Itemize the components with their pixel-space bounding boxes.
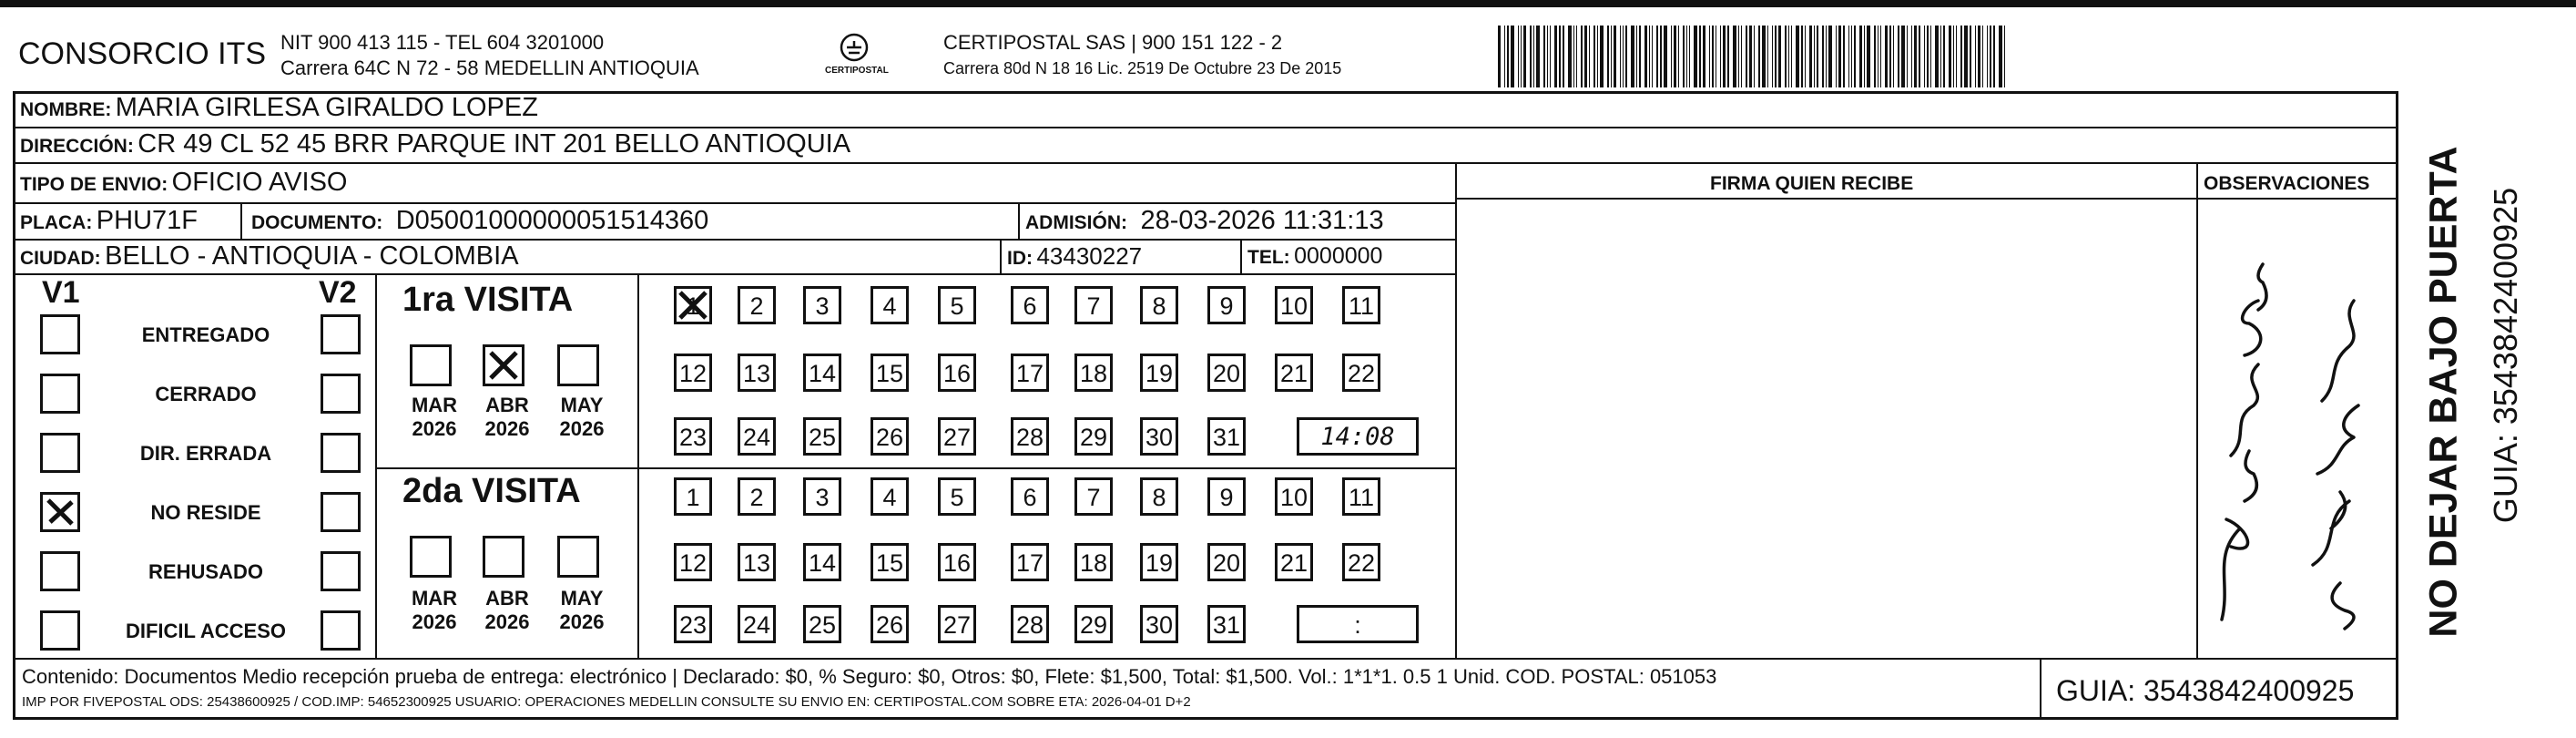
barcode-bar [1589, 26, 1590, 87]
day-checkbox[interactable]: 25 [803, 417, 841, 456]
barcode-bar [1826, 26, 1827, 87]
barcode-bar [1530, 26, 1532, 87]
day-checkbox[interactable] [674, 286, 712, 324]
day-checkbox[interactable]: 5 [938, 477, 976, 516]
barcode-bar [1521, 26, 1522, 87]
v1-checkbox[interactable] [40, 314, 80, 354]
barcode-bar [1785, 26, 1787, 87]
v2-checkbox[interactable] [321, 610, 361, 651]
barcode-bar [1914, 26, 1917, 87]
divider [13, 202, 1455, 204]
barcode-bar [1607, 26, 1609, 87]
day-checkbox[interactable]: 11 [1342, 477, 1380, 516]
ciudad-row [20, 241, 519, 272]
barcode-bar [1597, 26, 1598, 87]
barcode-bar [1547, 26, 1548, 87]
month-year: 2026 [484, 610, 530, 633]
barcode-bar [1772, 26, 1773, 87]
day-checkbox[interactable]: 24 [738, 417, 776, 456]
barcode-bar [1723, 26, 1726, 87]
day-checkbox[interactable]: 26 [871, 417, 909, 456]
day-checkbox[interactable]: 28 [1011, 605, 1049, 643]
barcode-bar [1975, 26, 1976, 87]
first-visit-title: 1ra VISITA [402, 281, 574, 319]
barcode-bar [1805, 26, 1806, 87]
nombre-label: NOMBRE: [20, 99, 112, 120]
barcode-bar [1656, 26, 1658, 87]
placa-label: PLACA: [20, 212, 93, 233]
documento-label: DOCUMENTO: [251, 212, 383, 233]
month-label [475, 394, 539, 441]
month-label [402, 394, 466, 441]
month-checkbox[interactable] [557, 536, 599, 578]
day-checkbox[interactable]: 29 [1074, 605, 1113, 643]
divider [2196, 162, 2198, 658]
barcode-bar [1838, 26, 1841, 87]
barcode-bar [1930, 26, 1931, 87]
barcode-bar [1686, 26, 1687, 87]
day-checkbox[interactable]: 10 [1275, 477, 1313, 516]
barcode-bar [1554, 26, 1557, 87]
month-checkbox[interactable] [483, 344, 524, 386]
v1-checkbox[interactable] [40, 492, 80, 532]
month-checkbox[interactable] [410, 344, 452, 386]
barcode-bar [1523, 26, 1526, 87]
barcode-bar [1987, 26, 1988, 87]
month-name: MAY [560, 587, 604, 610]
barcode-bar [1893, 26, 1894, 87]
barcode-bar [1511, 26, 1514, 87]
barcode-bar [1689, 26, 1690, 87]
day-checkbox[interactable]: 26 [871, 605, 909, 643]
barcode-bar [1874, 26, 1876, 87]
day-checkbox[interactable]: 6 [1011, 477, 1049, 516]
day-checkbox[interactable]: 7 [1074, 286, 1113, 324]
v2-checkbox[interactable] [321, 551, 361, 591]
check-mark-icon [485, 347, 522, 384]
divider [2040, 658, 2041, 720]
barcode-bar [1518, 26, 1519, 87]
barcode-bar [1964, 26, 1968, 87]
footer-contenido: Contenido: Documentos Medio recepción prueba de entrega: electrónico | Declarado: $0, % Seguro: $0, Otros: $0, Flete: $1,500, Total: $1,500. Vol.: 1*1*1. 0.5 1 Unid. COD. POSTAL: 051053 [22, 665, 1717, 688]
barcode-bar [1639, 26, 1641, 87]
day-checkbox[interactable]: 27 [938, 605, 976, 643]
barcode-bar [1880, 26, 1881, 87]
direccion-row [20, 129, 850, 159]
guia-side: GUIA: 3543842400925 [2487, 187, 2524, 524]
day-checkbox[interactable]: 17 [1011, 354, 1049, 392]
v1-checkbox[interactable] [40, 374, 80, 414]
barcode-bar [1867, 26, 1870, 87]
day-checkbox[interactable]: 6 [1011, 286, 1049, 324]
barcode-bar [1652, 26, 1653, 87]
barcode-bar [1982, 26, 1983, 87]
barcode-bar [1507, 26, 1509, 87]
nombre-row [20, 93, 538, 123]
v1-checkbox[interactable] [40, 551, 80, 591]
day-checkbox[interactable]: 3 [803, 286, 841, 324]
day-checkbox[interactable]: 28 [1011, 417, 1049, 456]
barcode-bar [1631, 26, 1634, 87]
firma-header: FIRMA QUIEN RECIBE [1710, 173, 1914, 194]
divider [375, 273, 377, 658]
barcode-bar [1671, 26, 1672, 87]
divider [13, 239, 1455, 241]
v2-checkbox[interactable] [321, 492, 361, 532]
divider [13, 162, 2398, 164]
company-address: Carrera 64C N 72 - 58 MEDELLIN ANTIOQUIA [280, 56, 699, 79]
documento-value: D05001000000051514360 [395, 206, 709, 235]
day-checkbox[interactable]: 18 [1074, 354, 1113, 392]
day-checkbox[interactable]: 16 [938, 543, 976, 581]
barcode-bar [1699, 26, 1701, 87]
barcode-bar [1614, 26, 1616, 87]
top-border-bar [0, 0, 2576, 7]
reason-label: REHUSADO [148, 560, 263, 583]
check-mark-icon [677, 289, 709, 322]
barcode-bar [1674, 26, 1676, 87]
barcode-bar [1762, 26, 1766, 87]
barcode-bar [1625, 26, 1627, 87]
barcode-bar [1611, 26, 1612, 87]
barcode-bar [1851, 26, 1852, 87]
day-checkbox[interactable]: 15 [871, 354, 909, 392]
day-checkbox[interactable]: 25 [803, 605, 841, 643]
certipostal-logo [809, 29, 900, 84]
barcode-bar [1836, 26, 1837, 87]
barcode-bar [1935, 26, 1939, 87]
barcode-bar [1828, 26, 1832, 87]
day-checkbox[interactable]: 30 [1140, 417, 1178, 456]
month-name: MAY [560, 394, 604, 416]
footer-imp: IMP POR FIVEPOSTAL ODS: 25438600925 / COD.IMP: 54652300925 USUARIO: OPERACIONES MEDELLIN CONSULTE SU ENVIO EN: CERTIPOSTAL.COM SOBRE ETA: 2026-04-01 D+2 [22, 694, 1191, 710]
tel-value: 0000000 [1294, 243, 1383, 269]
divider [1018, 202, 1020, 239]
barcode-bar [1568, 26, 1572, 87]
barcode-bar [1573, 26, 1574, 87]
barcode-bar [1943, 26, 1945, 87]
reason-label: NO RESIDE [150, 501, 261, 524]
barcode-bar [1533, 26, 1534, 87]
barcode-bar [1940, 26, 1941, 87]
label-frame [13, 91, 2398, 720]
divider [1455, 162, 1457, 658]
barcode-bar [1801, 26, 1803, 87]
barcode-bar [1970, 26, 1971, 87]
day-checkbox[interactable]: 23 [674, 605, 712, 643]
v1-header: V1 [42, 275, 80, 310]
barcode-bar [1576, 26, 1577, 87]
barcode-bar [1901, 26, 1905, 87]
divider [637, 273, 639, 658]
day-checkbox[interactable]: 21 [1275, 543, 1313, 581]
barcode-bar [1738, 26, 1739, 87]
barcode-bar [1550, 26, 1551, 87]
v1-checkbox[interactable] [40, 433, 80, 473]
month-label [475, 587, 539, 634]
barcode-bar [1749, 26, 1752, 87]
barcode-bar [1758, 26, 1760, 87]
reason-label: ENTREGADO [141, 323, 270, 346]
barcode-bar [1767, 26, 1768, 87]
month-label [550, 587, 614, 634]
barcode-bar [1864, 26, 1865, 87]
divider [13, 127, 2398, 128]
month-year: 2026 [559, 417, 605, 440]
tel-label: TEL: [1247, 247, 1290, 268]
tipo-label: TIPO DE ENVIO: [20, 174, 168, 195]
placa-value: PHU71F [96, 206, 198, 235]
tipo-row [20, 168, 347, 198]
day-checkbox[interactable]: 13 [738, 354, 776, 392]
month-checkbox[interactable] [410, 536, 452, 578]
day-checkbox[interactable]: 7 [1074, 477, 1113, 516]
barcode-bar [1741, 26, 1742, 87]
barcode-bar [1993, 26, 1995, 87]
barcode [1498, 26, 2217, 87]
barcode-bar [1889, 26, 1891, 87]
day-checkbox[interactable]: 27 [938, 417, 976, 456]
barcode-bar [1543, 26, 1545, 87]
barcode-bar [1660, 26, 1662, 87]
no-dejar-side: NO DEJAR BAJO PUERTA [2421, 146, 2466, 638]
id-label: ID: [1007, 248, 1033, 269]
barcode-bar [1822, 26, 1824, 87]
barcode-bar [1791, 26, 1792, 87]
barcode-bar [1919, 26, 1920, 87]
barcode-bar [1911, 26, 1912, 87]
day-checkbox[interactable]: 9 [1207, 477, 1246, 516]
divider [13, 273, 1455, 275]
reason-label: DIR. ERRADA [139, 442, 272, 465]
barcode-bar [1814, 26, 1815, 87]
visit-time-box[interactable]: 14:08 [1297, 417, 1419, 456]
barcode-bar [1703, 26, 1705, 87]
direccion-label: DIRECCIÓN: [20, 136, 134, 157]
barcode-bar [1620, 26, 1621, 87]
month-label [550, 394, 614, 441]
handwritten-observation [2204, 255, 2395, 647]
placa-row [20, 206, 198, 236]
nombre-value: MARIA GIRLESA GIRALDO LOPEZ [115, 93, 538, 122]
day-checkbox[interactable]: 19 [1140, 354, 1178, 392]
barcode-bar [1990, 26, 1991, 87]
v2-checkbox[interactable] [321, 433, 361, 473]
barcode-bar [1649, 26, 1650, 87]
barcode-bar [1600, 26, 1604, 87]
day-checkbox[interactable]: 29 [1074, 417, 1113, 456]
barcode-bar [1727, 26, 1729, 87]
barcode-bar [1956, 26, 1957, 87]
barcode-bar [1563, 26, 1564, 87]
month-label [402, 587, 466, 634]
day-checkbox[interactable]: 17 [1011, 543, 1049, 581]
day-checkbox[interactable]: 31 [1207, 605, 1246, 643]
visit-time-box[interactable]: : [1297, 605, 1419, 643]
day-checkbox[interactable]: 14 [803, 543, 841, 581]
v2-header: V2 [319, 275, 357, 310]
barcode-bar [1848, 26, 1849, 87]
barcode-bar [1878, 26, 1879, 87]
v2-checkbox[interactable] [321, 374, 361, 414]
check-mark-icon [43, 495, 77, 529]
reason-label: CERRADO [155, 383, 257, 405]
id-value: 43430227 [1036, 242, 1143, 270]
v1-checkbox[interactable] [40, 610, 80, 651]
admision-label: ADMISIÓN: [1025, 212, 1127, 233]
day-checkbox[interactable]: 20 [1207, 354, 1246, 392]
barcode-bar [1683, 26, 1685, 87]
barcode-bar [1927, 26, 1929, 87]
divider [375, 467, 1455, 469]
day-checkbox[interactable]: 4 [871, 477, 909, 516]
barcode-bar [1709, 26, 1710, 87]
day-checkbox[interactable]: 23 [674, 417, 712, 456]
day-checkbox[interactable]: 18 [1074, 543, 1113, 581]
barcode-bar [1636, 26, 1637, 87]
day-checkbox[interactable]: 8 [1140, 477, 1178, 516]
day-checkbox[interactable]: 2 [738, 477, 776, 516]
id-row [1007, 242, 1142, 271]
company-nit: NIT 900 413 115 - TEL 604 3201000 [280, 31, 605, 54]
month-year: 2026 [412, 417, 457, 440]
v2-checkbox[interactable] [321, 314, 361, 354]
day-checkbox[interactable]: 11 [1342, 286, 1380, 324]
barcode-bar [2004, 26, 2005, 87]
day-checkbox[interactable]: 10 [1275, 286, 1313, 324]
barcode-bar [1536, 26, 1540, 87]
tel-row [1247, 243, 1382, 270]
month-name: MAR [411, 587, 458, 610]
barcode-bar [1584, 26, 1587, 87]
day-checkbox[interactable]: 4 [871, 286, 909, 324]
documento-row [251, 206, 708, 236]
barcode-bar [1949, 26, 1951, 87]
day-checkbox[interactable]: 15 [871, 543, 909, 581]
admision-row [1025, 206, 1384, 236]
day-checkbox[interactable]: 1 [674, 477, 712, 516]
barcode-bar [1796, 26, 1799, 87]
divider [1000, 239, 1002, 273]
second-visit-title: 2da VISITA [402, 472, 581, 510]
month-checkbox[interactable] [483, 536, 524, 578]
day-checkbox[interactable]: 9 [1207, 286, 1246, 324]
divider [240, 202, 242, 239]
barcode-bar [1817, 26, 1818, 87]
day-checkbox[interactable]: 31 [1207, 417, 1246, 456]
month-name: ABR [485, 394, 529, 416]
logo-caption: CERTIPOSTAL [825, 66, 889, 76]
barcode-bar [1843, 26, 1845, 87]
day-checkbox[interactable]: 19 [1140, 543, 1178, 581]
month-year: 2026 [412, 610, 457, 633]
month-year: 2026 [484, 417, 530, 440]
barcode-bar [1593, 26, 1595, 87]
barcode-bar [1788, 26, 1789, 87]
day-checkbox[interactable]: 22 [1342, 543, 1380, 581]
barcode-bar [1504, 26, 1505, 87]
barcode-bar [1953, 26, 1954, 87]
barcode-bar [1664, 26, 1667, 87]
day-checkbox[interactable]: 5 [938, 286, 976, 324]
day-checkbox[interactable]: 12 [674, 354, 712, 392]
ciudad-value: BELLO - ANTIOQUIA - COLOMBIA [105, 241, 519, 271]
day-checkbox[interactable]: 20 [1207, 543, 1246, 581]
month-checkbox[interactable] [557, 344, 599, 386]
day-checkbox[interactable]: 13 [738, 543, 776, 581]
barcode-bar [1999, 26, 2002, 87]
barcode-bar [1859, 26, 1862, 87]
divider [1240, 239, 1242, 273]
barcode-bar [1644, 26, 1647, 87]
ciudad-label: CIUDAD: [20, 248, 101, 269]
divider [1455, 198, 2398, 200]
day-checkbox[interactable]: 22 [1342, 354, 1380, 392]
barcode-bar [1559, 26, 1561, 87]
day-checkbox[interactable]: 8 [1140, 286, 1178, 324]
barcode-bar [1775, 26, 1777, 87]
tipo-value: OFICIO AVISO [171, 168, 348, 197]
reason-label: DIFICIL ACCESO [125, 620, 286, 642]
day-checkbox[interactable]: 3 [803, 477, 841, 516]
barcode-bar [1694, 26, 1697, 87]
month-year: 2026 [559, 610, 605, 633]
carrier-line: CERTIPOSTAL SAS | 900 151 122 - 2 [943, 31, 1283, 54]
barcode-bar [1978, 26, 1980, 87]
barcode-bar [1854, 26, 1856, 87]
day-checkbox[interactable]: 12 [674, 543, 712, 581]
barcode-bar [1581, 26, 1583, 87]
month-name: ABR [485, 587, 529, 610]
day-checkbox[interactable]: 16 [938, 354, 976, 392]
barcode-bar [1898, 26, 1899, 87]
day-checkbox[interactable]: 14 [803, 354, 841, 392]
company-name: CONSORCIO ITS [18, 36, 267, 71]
barcode-bar [1720, 26, 1721, 87]
barcode-bar [1733, 26, 1736, 87]
barcode-bar [1809, 26, 1812, 87]
license-line: Carrera 80d N 18 16 Lic. 2519 De Octubre 23 De 2015 [943, 59, 1342, 77]
day-number: 1 [686, 292, 700, 320]
barcode-bar [1960, 26, 1962, 87]
barcode-bar [1907, 26, 1908, 87]
day-checkbox[interactable]: 21 [1275, 354, 1313, 392]
barcode-bar [1924, 26, 1925, 87]
day-checkbox[interactable]: 24 [738, 605, 776, 643]
barcode-bar [1754, 26, 1755, 87]
barcode-bar [1623, 26, 1624, 87]
observaciones-header: OBSERVACIONES [2204, 173, 2370, 194]
day-checkbox[interactable]: 30 [1140, 605, 1178, 643]
admision-value: 28-03-2026 11:31:13 [1140, 206, 1384, 235]
day-checkbox[interactable]: 2 [738, 286, 776, 324]
month-name: MAR [411, 394, 458, 416]
barcode-bar [1678, 26, 1679, 87]
barcode-bar [1778, 26, 1781, 87]
barcode-bar [1498, 26, 1501, 87]
barcode-bar [1885, 26, 1888, 87]
barcode-bar [1712, 26, 1714, 87]
footer-guia-box: GUIA: 3543842400925 [2056, 674, 2355, 707]
barcode-bar [1746, 26, 1747, 87]
direccion-value: CR 49 CL 52 45 BRR PARQUE INT 201 BELLO ANTIOQUIA [137, 129, 851, 159]
